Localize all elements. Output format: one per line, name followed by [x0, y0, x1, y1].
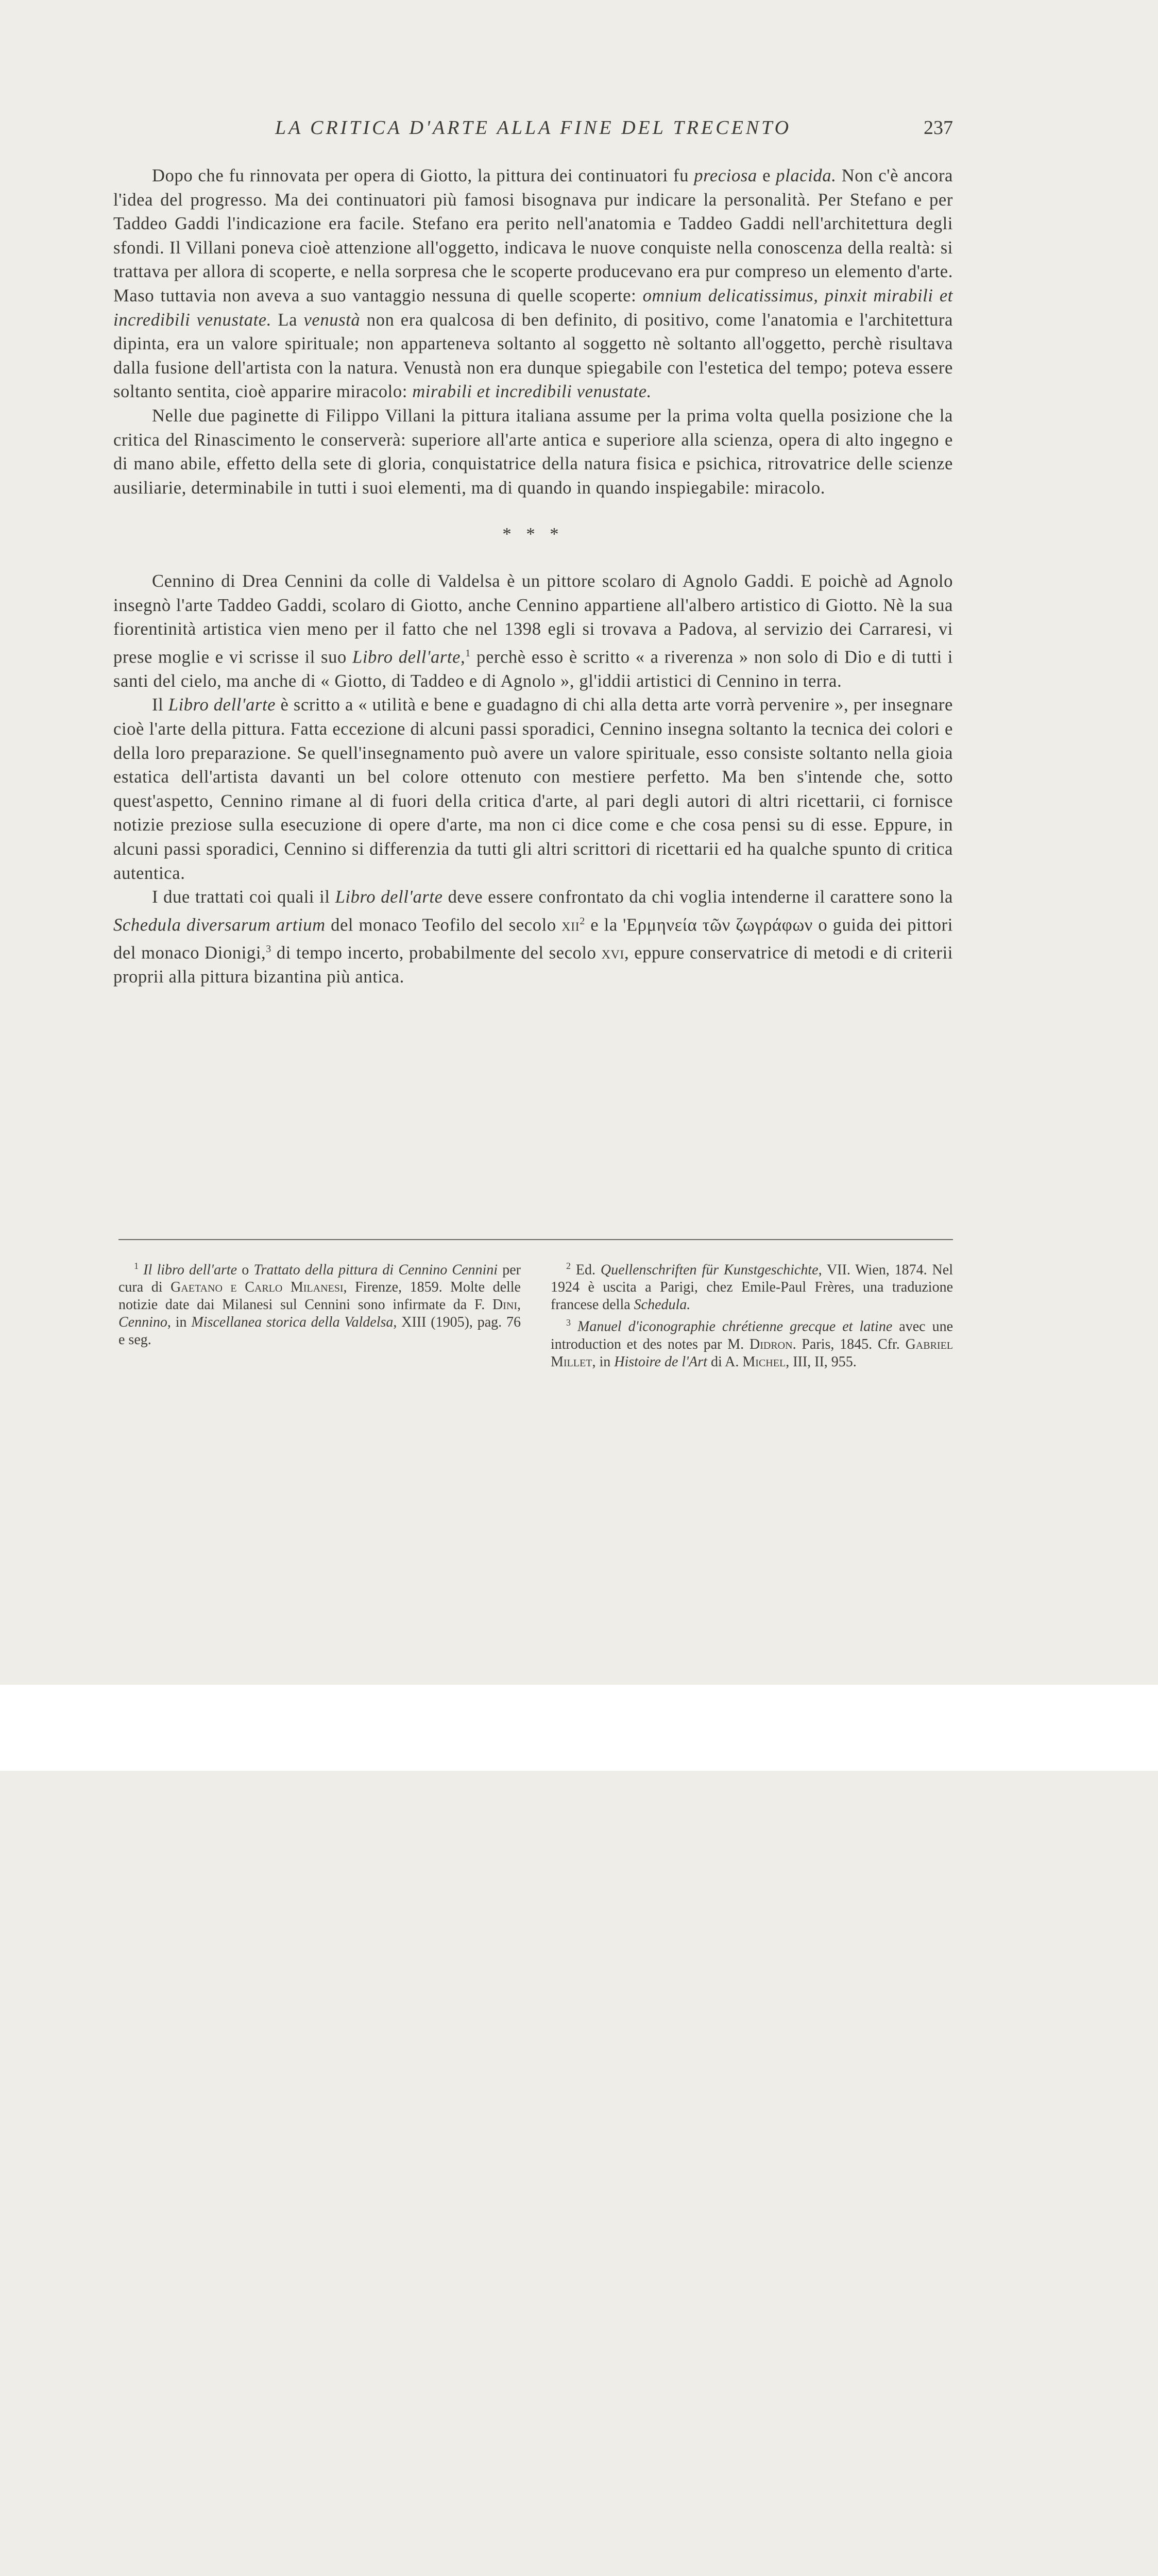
paragraph-3: Cennino di Drea Cennini da colle di Valdelsa è un pittore scolaro di Agnolo Gaddi. E poichè ad Agnolo insegnò l'arte Taddeo Gaddi, scolaro di Giotto, anche Cennino appartiene all'albero artistico di Giotto. Nè la sua fiorentinità artistica vien meno per il fatto che nel 1398 egli si trovava a Padova, al servizio dei Carraresi, vi prese moglie e vi scrisse il suo Libro dell'arte,$^1$ perchè esso è scritto « a riverenza » non solo di Dio e di tutti i santi del cielo, ma anche di « Giotto, di Taddeo e di Agnolo », gl'iddii artistici di Cennino in terra. — [113, 571, 953, 691]
footnote-1: $^1$ Il libro dell'arte o Trattato della pittura di Cennino Cennini per cura di Gaetano e Carlo Milanesi, Firenze, 1859. Molte delle notizie date dai Milanesi sul Cennini sono infirmate da F. Dini, Cennino, in Miscellanea storica della Valdelsa, XIII (1905), pag. 76 e seg. — [118, 1261, 521, 1348]
article-body — [113, 164, 953, 989]
footnote-ref: 2 — [580, 915, 585, 927]
page-number: 237 — [924, 117, 953, 139]
footnote-ref: 3 — [266, 943, 271, 955]
footnote-divider — [118, 1239, 953, 1240]
digitization-footer — [0, 1685, 1158, 1771]
footnotes — [118, 1257, 953, 1371]
paragraph-2: Nelle due paginette di Filippo Villani la pittura italiana assume per la prima volta quella posizione che la critica del Rinascimento le conserverà: superiore all'arte antica e superiore alla scienza, opera di alto ingegno e di mano abile, effetto della sete di gloria, conquistatrice della natura fisica e psichica, ritrovatrice delle scienze ausiliarie, determinabile in tutti i suoi elementi, ma di quando in quando inspiegabile: miracolo. — [113, 405, 953, 498]
paragraph-1: Dopo che fu rinnovata per opera di Giotto, la pittura dei continuatori fu preciosa e placida. Non c'è ancora l'idea del progresso. Ma dei continuatori più famosi bisognava pur indicare la personalità. Per Stefano e per Taddeo Gaddi l'indicazione era facile. Stefano era perito nell'anatomia e Taddeo Gaddi nell'architettura degli sfondi. Il Villani poneva cioè attenzione all'oggetto, indicava le nuove conquiste nella conoscenza della realtà: si trattava per allora di scoperte, e nella sorpresa che le scoperte producevano era pur compreso un elemento d'arte. Maso tuttavia non aveva a suo vantaggio nessuna di quelle scoperte: omnium delicatissimus, pinxit mirabili et incredibili venustate. La venustà non era qualcosa di ben definito, di positivo, come l'anatomia e l'architettura dipinta, era un valore spirituale; non apparteneva soltanto al soggetto nè soltanto all'oggetto, perchè risultava dalla fusione dell'artista con la natura. Venustà non era dunque spiegabile con l'estetica del tempo; poteva essere soltanto sentita, cioè apparire miracolo: mirabili et incredibili venustate. — [113, 166, 953, 402]
paragraph-4: Il Libro dell'arte è scritto a « utilità e bene e guadagno di chi alla detta arte vorrà pervenire », per insegnare cioè l'arte della pittura. Fatta eccezione di alcuni passi sporadici, Cennino insegna soltanto la tecnica dei colori e della loro preparazione. Se quell'insegnamento può avere un valore spirituale, esso consiste soltanto nella gioia estatica dell'artista davanti un bel colore ottenuto con mestiere perfetto. Ma ben s'intende che, sotto quest'aspetto, Cennino rimane al di fuori della critica d'arte, al pari degli autori di altri ricettarii, ci fornisce notizie preziose sulla esecuzione di opere d'arte, ma non ci dice come e che cosa pensi su di esse. Eppure, in alcuni passi sporadici, Cennino si differenzia da tutti gli altri scrittori di ricettarii ed ha qualche spunto di critica autentica. — [113, 695, 953, 883]
section-separator: * * * — [502, 524, 564, 545]
footnote-ref: 1 — [465, 647, 471, 659]
paragraph-5: I due trattati coi quali il Libro dell'arte deve essere confrontato da chi voglia intenderne il carattere sono la Schedula diversarum artium del monaco Teofilo del secolo xii$^2$ e la 'Ερμηνεία τῶν ζωγράφων o guida dei pittori del monaco Dionigi,$^3$ di tempo incerto, probabilmente del secolo xvi, eppure conservatrice di metodi e di criterii proprii alla pittura bizantina più antica. — [113, 887, 953, 987]
running-title: LA CRITICA D'ARTE ALLA FINE DEL TRECENTO — [275, 117, 792, 139]
footnote-3: $^3$ Manuel d'iconographie chrétienne grecque et latine avec une introduction et des notes par M. Didron. Paris, 1845. Cfr. Gabriel Millet, in Histoire de l'Art di A. Michel, III, II, 955. — [551, 1317, 953, 1370]
footnote-2: $^2$ Ed. Quellenschriften für Kunstgeschichte, VII. Wien, 1874. Nel 1924 è uscita a Parigi, chez Emile-Paul Frères, una traduzione francese della Schedula. — [551, 1261, 953, 1313]
